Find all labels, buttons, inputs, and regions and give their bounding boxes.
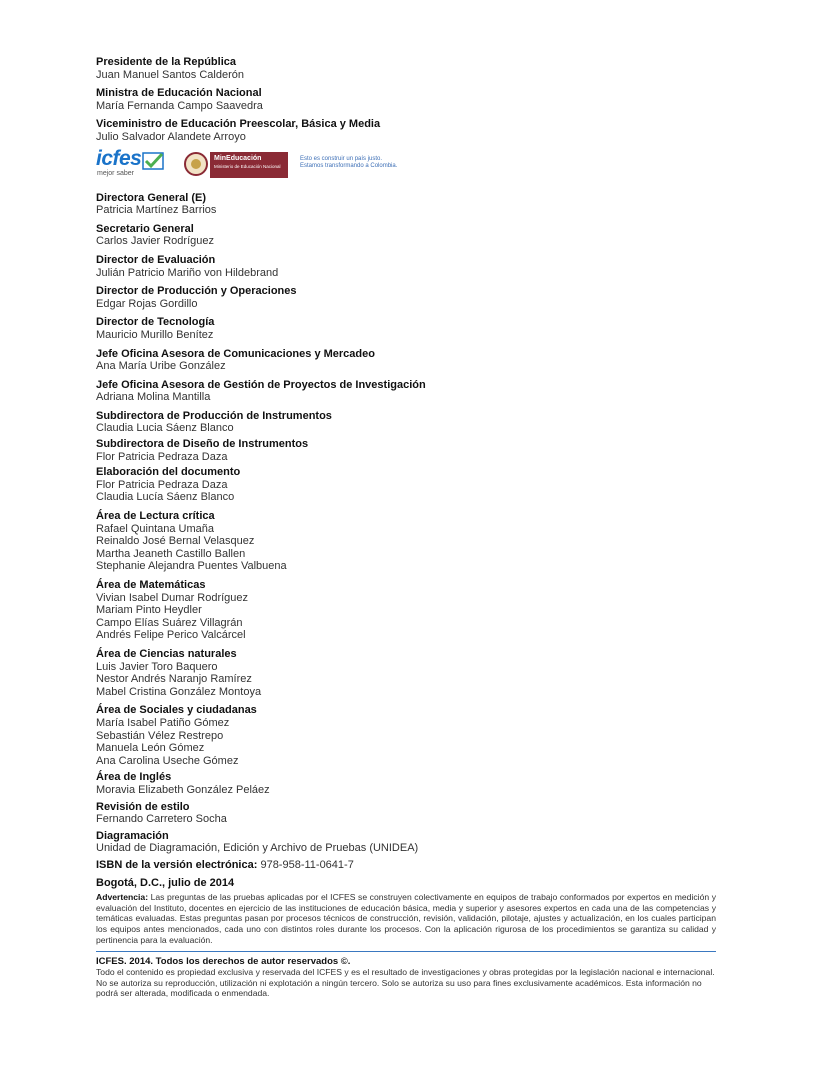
staff-name: Flor Patricia Pedraza Daza bbox=[96, 450, 228, 463]
staff-name: María Isabel Patiño Gómez bbox=[96, 716, 230, 729]
checkmark-icon bbox=[142, 152, 164, 170]
copyright-title: ICFES. 2014. Todos los derechos de autor reservados ©. bbox=[96, 955, 351, 967]
staff-title: Director de Producción y Operaciones bbox=[96, 285, 297, 298]
isbn-value: 978-958-11-0641-7 bbox=[260, 858, 354, 871]
staff-title: Director de Evaluación bbox=[96, 253, 216, 266]
staff-title: Director de Tecnología bbox=[96, 316, 215, 329]
government-slogan bbox=[300, 156, 397, 170]
staff-title: Área de Ciencias naturales bbox=[96, 647, 237, 660]
staff-block bbox=[96, 348, 716, 373]
staff-block bbox=[96, 510, 716, 573]
staff-title: Área de Sociales y ciudadanas bbox=[96, 704, 257, 717]
authority-name: María Fernanda Campo Saavedra bbox=[96, 99, 263, 112]
staff-name: Reinaldo José Bernal Velasquez bbox=[96, 535, 255, 548]
staff-name: Claudia Lucia Sáenz Blanco bbox=[96, 422, 234, 435]
staff-name: Carlos Javier Rodríguez bbox=[96, 235, 214, 248]
staff-title: Secretario General bbox=[96, 222, 194, 235]
staff-name: Patricia Martínez Barrios bbox=[96, 204, 217, 217]
mineducacion-logo bbox=[210, 152, 288, 178]
staff-name: Martha Jeaneth Castillo Ballen bbox=[96, 547, 246, 560]
isbn-label: ISBN de la versión electrónica: bbox=[96, 858, 258, 871]
isbn-line bbox=[96, 859, 716, 872]
icfes-wordmark: icfes bbox=[96, 146, 142, 170]
place-date bbox=[96, 877, 716, 890]
staff-title: Subdirectora de Diseño de Instrumentos bbox=[96, 438, 309, 451]
staff-name: Fernando Carretero Socha bbox=[96, 813, 227, 826]
advertencia-label: Advertencia: bbox=[96, 891, 149, 902]
staff-name: Julián Patricio Mariño von Hildebrand bbox=[96, 266, 279, 279]
staff-title: Jefe Oficina Asesora de Comunicaciones y Mercadeo bbox=[96, 347, 375, 360]
staff-name: Vivian Isabel Dumar Rodríguez bbox=[96, 591, 249, 604]
authority-president bbox=[96, 56, 716, 81]
staff-title: Área de Lectura crítica bbox=[96, 510, 215, 523]
staff-title: Diagramación bbox=[96, 829, 169, 842]
staff-name: Rafael Quintana Umaña bbox=[96, 522, 215, 535]
staff-title: Revisión de estilo bbox=[96, 800, 190, 813]
minedu-name: MinEducación bbox=[214, 154, 262, 162]
staff-title: Jefe Oficina Asesora de Gestión de Proyectos de Investigación bbox=[96, 378, 426, 391]
staff-name: Luis Javier Toro Baquero bbox=[96, 660, 218, 673]
staff-block bbox=[96, 316, 716, 341]
advertencia-paragraph bbox=[96, 892, 716, 946]
advertencia-text: Las preguntas de las pruebas aplicadas por el ICFES se construyen colectivamente en equipos de trabajo conformados por expertos en medición y evaluación del Instituto, docentes en ejercicio de las instituciones de educación básica, media y superior y asesores expertos en cada una de las competencias y temáticas evaluadas. Estas preguntas pasan por procesos técnicos de construcción, revisión, validación, pilotaje, ajustes y actualización, en los cuales participan los equipos antes mencionados, cada uno con distintos roles durante los procesos. Con la aplicación rigurosa de los procedimientos se garantiza su calidad y pertinencia para la evaluación. bbox=[96, 891, 716, 946]
staff-title: Subdirectora de Producción de Instrumentos bbox=[96, 409, 332, 422]
staff-name: Mariam Pinto Heydler bbox=[96, 604, 202, 617]
staff-name: Mauricio Murillo Benítez bbox=[96, 328, 214, 341]
staff-block bbox=[96, 379, 716, 404]
staff-block bbox=[96, 254, 716, 279]
staff-name: Mabel Cristina González Montoya bbox=[96, 685, 262, 698]
staff-title: Área de Inglés bbox=[96, 771, 172, 784]
staff-name: Moravia Elizabeth González Peláez bbox=[96, 783, 270, 796]
authority-title: Ministra de Educación Nacional bbox=[96, 87, 262, 100]
authority-minister bbox=[96, 87, 716, 112]
staff-name: Flor Patricia Pedraza Daza bbox=[96, 478, 228, 491]
staff-name: Sebastián Vélez Restrepo bbox=[96, 729, 224, 742]
colombia-shield-icon bbox=[184, 152, 208, 176]
staff-title: Elaboración del documento bbox=[96, 466, 241, 479]
copyright-text: Todo el contenido es propiedad exclusiva y reservada del ICFES y es el resultado de investigaciones y obras protegidas por la legislación nacional e internacional. No se autoriza su reproducción, utilización ni explotación a ningún tercero. Solo se autoriza su uso para fines exclusivamente académicos. Esta información no podrá ser alterada, modificada o enmendada. bbox=[96, 966, 715, 999]
staff-name: Nestor Andrés Naranjo Ramírez bbox=[96, 673, 252, 686]
staff-block bbox=[96, 704, 716, 767]
staff-title: Área de Matemáticas bbox=[96, 579, 206, 591]
staff-block bbox=[96, 192, 716, 217]
staff-name: Andrés Felipe Perico Valcárcel bbox=[96, 629, 246, 642]
staff-block bbox=[96, 410, 716, 435]
credits-page bbox=[96, 56, 716, 999]
staff-list bbox=[96, 192, 716, 855]
staff-name: Unidad de Diagramación, Edición y Archivo de Pruebas (UNIDEA) bbox=[96, 842, 419, 855]
staff-block bbox=[96, 801, 716, 826]
staff-title: Directora General (E) bbox=[96, 191, 207, 204]
staff-name: Claudia Lucía Sáenz Blanco bbox=[96, 491, 235, 504]
authority-name: Julio Salvador Alandete Arroyo bbox=[96, 130, 246, 143]
staff-block bbox=[96, 438, 716, 463]
staff-name: Ana Carolina Useche Gómez bbox=[96, 754, 239, 767]
authority-name: Juan Manuel Santos Calderón bbox=[96, 68, 244, 81]
staff-name: Adriana Molina Mantilla bbox=[96, 391, 211, 404]
icfes-logo bbox=[96, 146, 176, 180]
staff-block bbox=[96, 223, 716, 248]
authority-title: Presidente de la República bbox=[96, 56, 236, 68]
slogan-line-1: Esto es construir un país justo. bbox=[300, 155, 383, 162]
staff-block bbox=[96, 771, 716, 796]
staff-name: Edgar Rojas Gordillo bbox=[96, 297, 198, 310]
staff-name: Campo Elías Suárez Villagrán bbox=[96, 616, 243, 629]
staff-block bbox=[96, 579, 716, 642]
slogan-line-2: Estamos transformando a Colombia. bbox=[300, 162, 398, 169]
staff-block bbox=[96, 285, 716, 310]
staff-name: Manuela León Gómez bbox=[96, 742, 205, 755]
staff-name: Ana María Uribe González bbox=[96, 360, 226, 373]
logos-row bbox=[96, 146, 716, 184]
place-date-text: Bogotá, D.C., julio de 2014 bbox=[96, 876, 235, 889]
icfes-tagline: mejor saber bbox=[97, 169, 134, 177]
staff-block bbox=[96, 466, 716, 504]
divider-line bbox=[96, 951, 716, 952]
authority-title: Viceministro de Educación Preescolar, Básica y Media bbox=[96, 118, 381, 131]
staff-block bbox=[96, 830, 716, 855]
staff-name: Stephanie Alejandra Puentes Valbuena bbox=[96, 560, 287, 573]
authority-viceminister bbox=[96, 118, 716, 143]
minedu-subtitle: Ministerio de Educación Nacional bbox=[214, 163, 281, 169]
staff-block bbox=[96, 648, 716, 698]
